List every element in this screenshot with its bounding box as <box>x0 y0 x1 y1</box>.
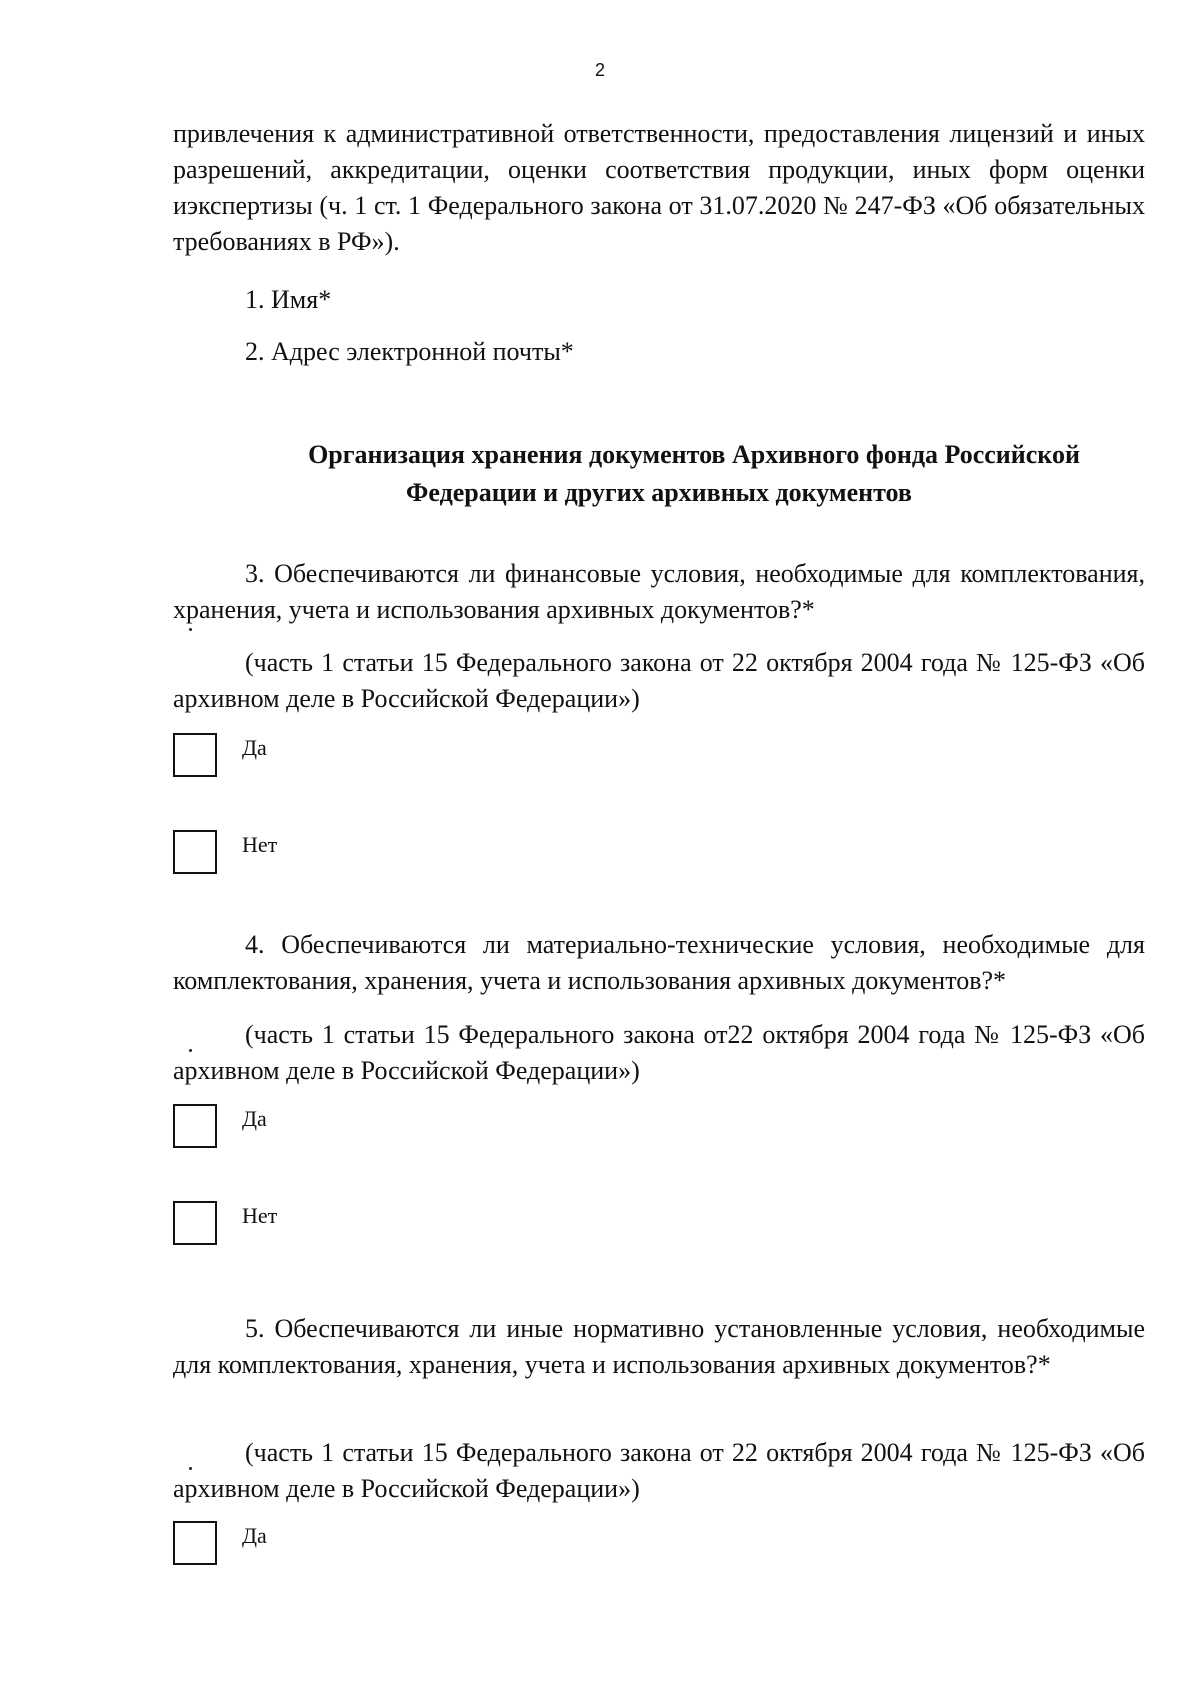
question-3-option-yes-checkbox[interactable] <box>173 733 217 777</box>
question-4-reference: (часть 1 статьи 15 Федерального закона от22 октября 2004 года № 125-ФЗ «Об архивном деле в Российской Федерации») <box>173 1020 1145 1085</box>
question-3-reference: (часть 1 статьи 15 Федерального закона от 22 октября 2004 года № 125-ФЗ «Об архивном деле в Российской Федерации») <box>173 648 1145 713</box>
section-heading <box>173 436 1145 512</box>
question-4-text: 4. Обеспечиваются ли материально-технические условия, необходимые для комплектования, хранения, учета и использования архивных документов?* <box>173 930 1145 995</box>
field-name-label: 1. Имя* <box>245 285 332 314</box>
section-heading-line2: Федерации и других архивных документов <box>406 478 912 507</box>
question-4-option-no-label: Нет <box>242 1203 278 1228</box>
question-3-option-no-label: Нет <box>242 832 278 857</box>
question-3-text: 3. Обеспечиваются ли финансовые условия, необходимые для комплектования, хранения, учета и использования архивных документов?* <box>173 559 1145 624</box>
stray-dot-mark <box>189 628 192 631</box>
question-5-text: 5. Обеспечиваются ли иные нормативно установленные условия, необходимые для комплектования, хранения, учета и использования архивных документов?* <box>173 1314 1145 1379</box>
question-4-option-yes-checkbox[interactable] <box>173 1104 217 1148</box>
question-5-option-yes-label: Да <box>242 1523 267 1548</box>
question-3-option-yes-label: Да <box>242 735 267 760</box>
question-4-option-yes-label: Да <box>242 1106 267 1131</box>
question-5-reference: (часть 1 статьи 15 Федерального закона от 22 октября 2004 года № 125-ФЗ «Об архивном деле в Российской Федерации») <box>173 1438 1145 1503</box>
field-email-label: 2. Адрес электронной почты* <box>245 337 574 366</box>
question-4-option-no-checkbox[interactable] <box>173 1201 217 1245</box>
intro-paragraph: привлечения к административной ответственности, предоставления лицензий и иных разрешений, аккредитации, оценки соответствия продукции, иных форм оценки иэкспертизы (ч. 1 ст. 1 Федерального закона от 31.07.2020 № 247-ФЗ «Об обязательных требованиях в РФ»). <box>173 119 1145 256</box>
question-5-option-yes-checkbox[interactable] <box>173 1521 217 1565</box>
section-heading-line1: Организация хранения документов Архивного фонда Российской <box>308 440 1080 469</box>
question-3-option-no-checkbox[interactable] <box>173 830 217 874</box>
page-number: 2 <box>594 60 605 80</box>
